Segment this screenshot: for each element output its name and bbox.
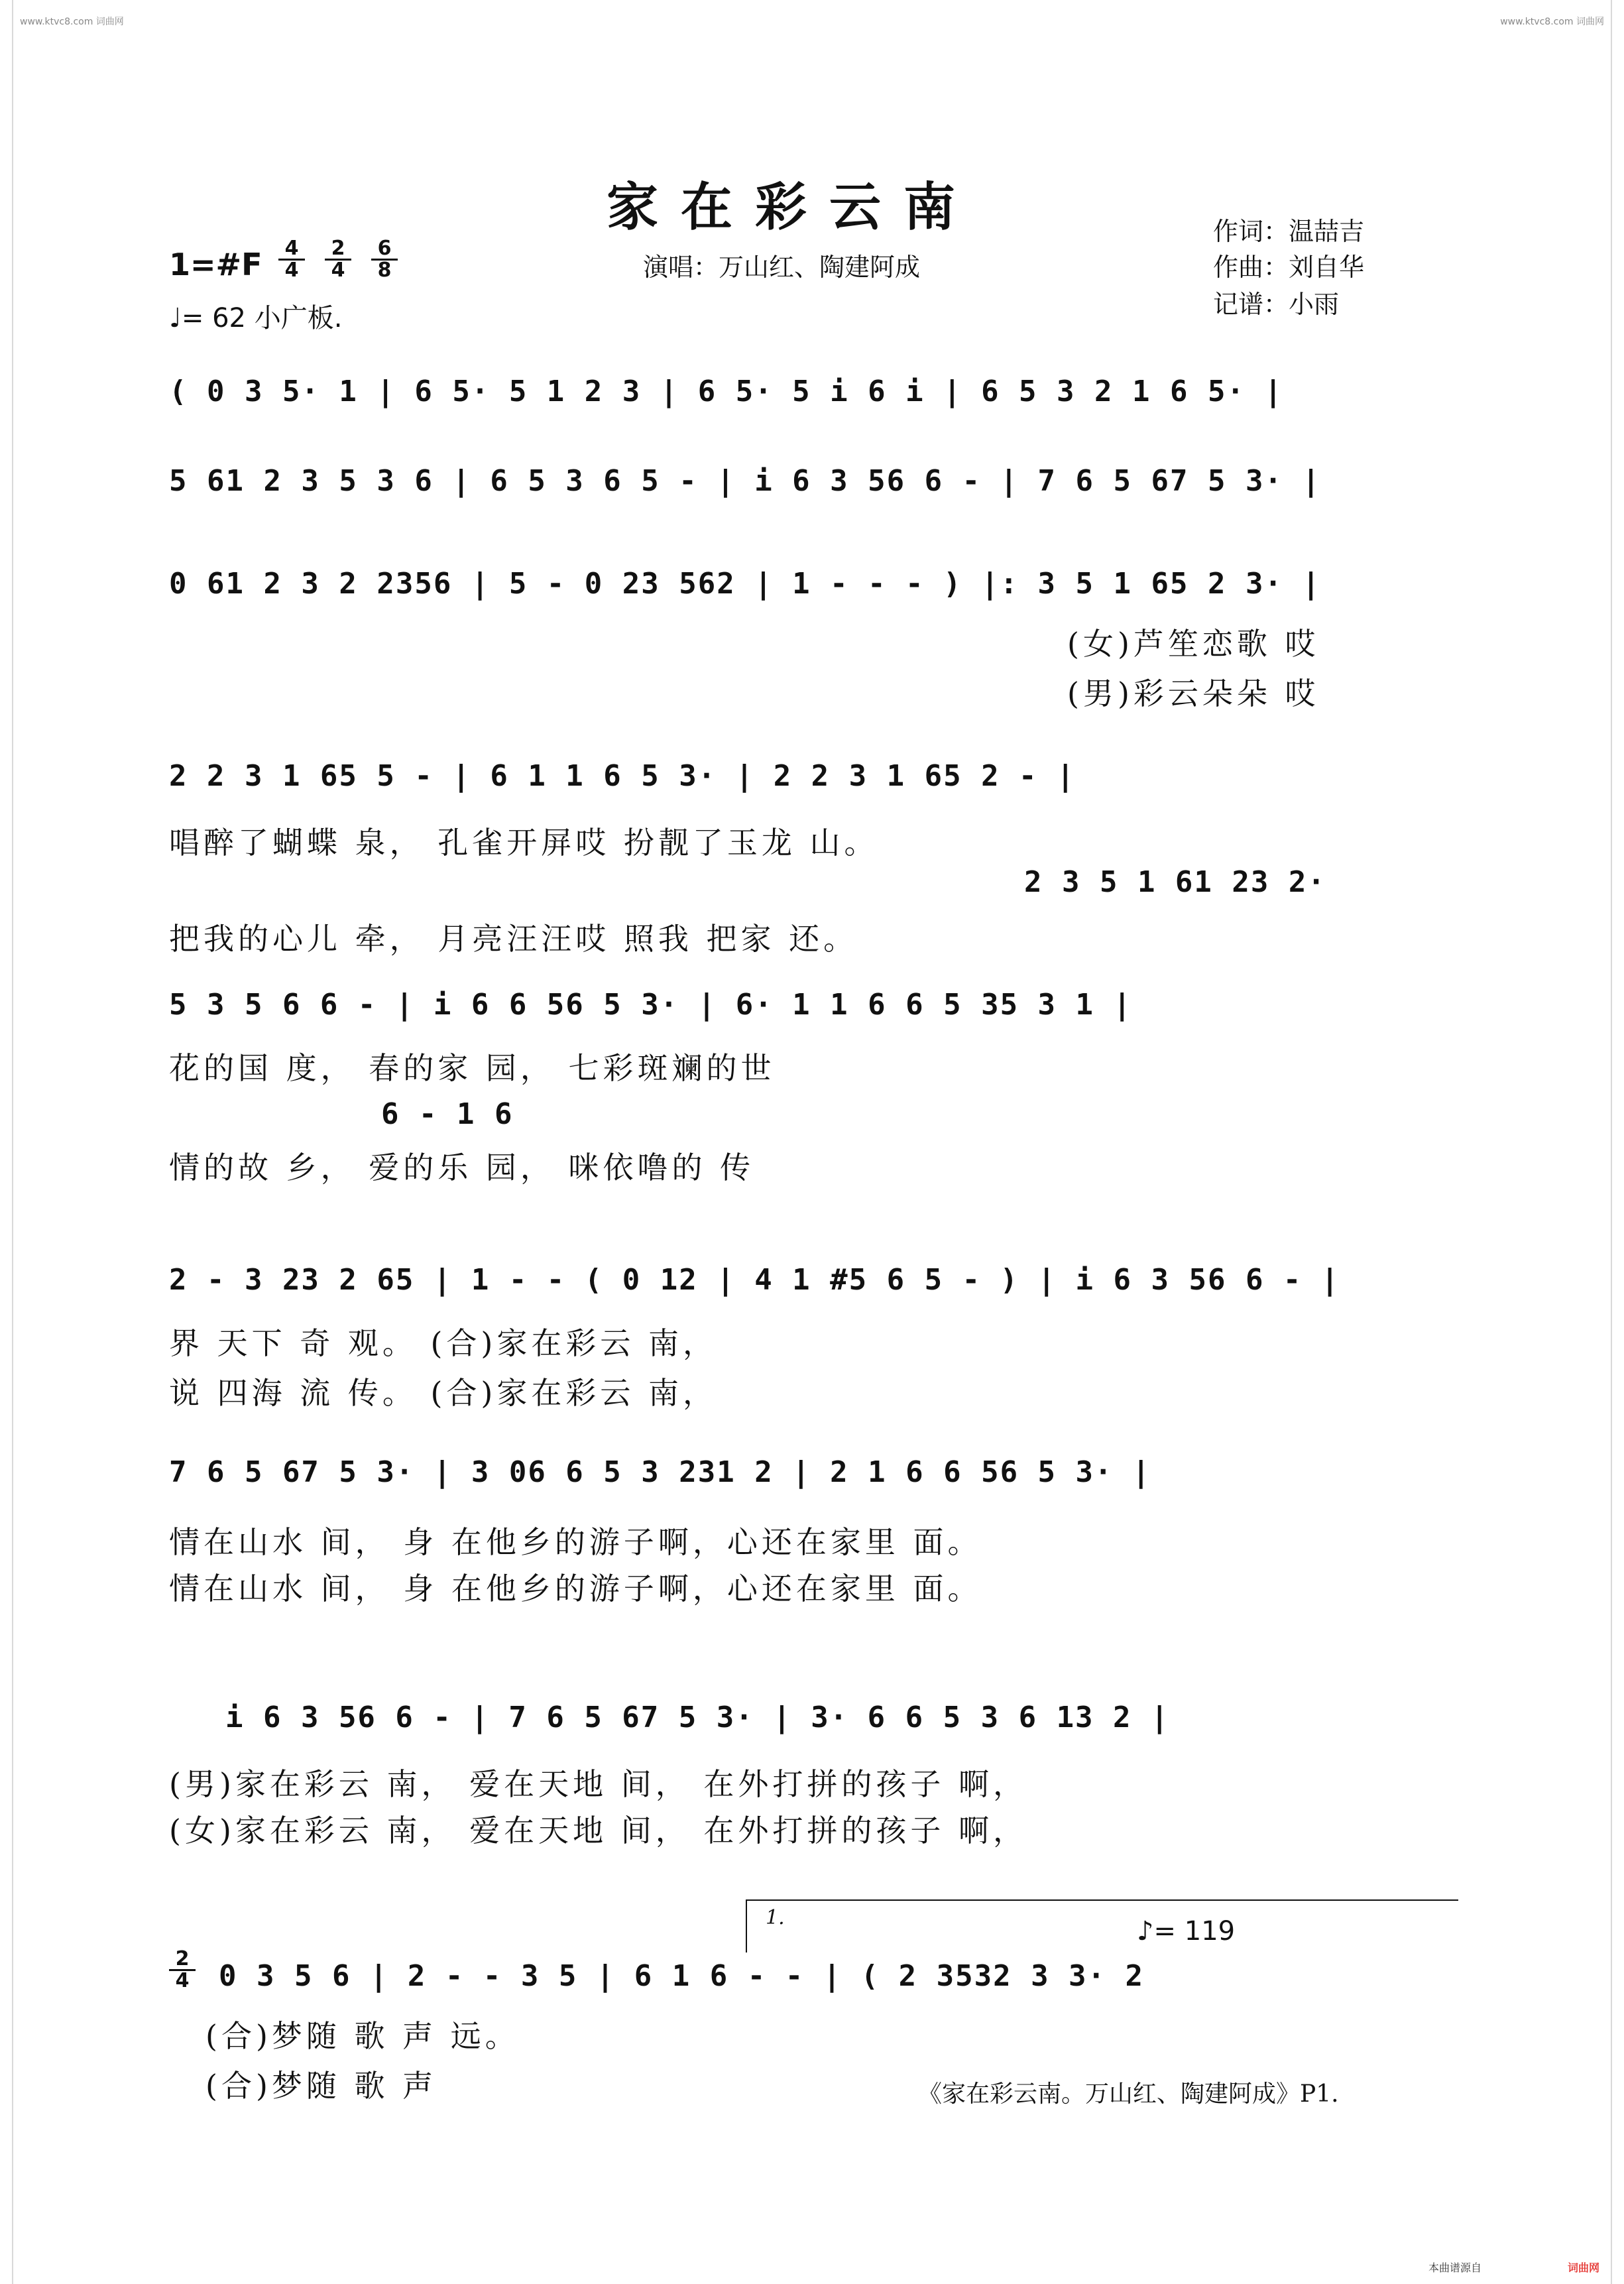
system-2-notes: 5 61 2 3 5 3 6 | 6 5 3 6 5 - | i 6 3 56 6 - | 7 6 5 67 5 3· | bbox=[169, 464, 1321, 498]
singers: 演唱：万山红、陶建阿成 bbox=[643, 253, 921, 282]
system-6-lyric-1: 界 天下 奇 观。 (合)家在彩云 南， bbox=[169, 1325, 718, 1361]
system-9-lyric-2: (合)梦随 歌 声 bbox=[205, 2068, 437, 2104]
source-badge: 本曲谱源自 bbox=[1428, 2261, 1482, 2274]
tempo-marking: ♩= 62 小广板. bbox=[169, 303, 343, 333]
system-9-lyric-1: (合)梦随 歌 声 远。 bbox=[205, 2018, 520, 2054]
system-8-notes: i 6 3 56 6 - | 7 6 5 67 5 3· | 3· 6 6 5 3 6 13 2 | bbox=[225, 1701, 1170, 1734]
system-4-alt-notes: 2 3 5 1 61 23 2· bbox=[1024, 865, 1326, 899]
composer: 作曲：刘自华 bbox=[1213, 253, 1365, 282]
volta-bracket bbox=[746, 1899, 1458, 1901]
system-5-notes: 5 3 5 6 6 - | i 6 6 56 5 3· | 6· 1 1 6 6 5 35 3 1 | bbox=[169, 988, 1133, 1022]
system-1-notes: ( 0 3 5· 1 | 6 5· 5 1 2 3 | 6 5· 5 i 6 i | 6 5 3 2 1 6 5· | bbox=[169, 375, 1283, 408]
system-3-lyric-2: (男)彩云朵朵 哎 bbox=[1067, 676, 1320, 711]
time-sig-2: 2 4 bbox=[325, 239, 351, 280]
tempo-change: ♪= 119 bbox=[1137, 1916, 1236, 1947]
system-7-lyric-1: 情在山水 间， 身 在他乡的游子啊，心还在家里 面。 bbox=[169, 1524, 982, 1560]
volta-bracket-left bbox=[746, 1899, 747, 1953]
system-7-notes: 7 6 5 67 5 3· | 3 06 6 5 3 231 2 | 2 1 6 6 56 5 3· | bbox=[169, 1455, 1151, 1489]
watermark-right: www.ktvc8.com 词曲网 bbox=[1500, 17, 1604, 27]
time-sig-2-4: 2 4 bbox=[169, 1949, 196, 1991]
system-5-lyric-1: 花的国 度， 春的家 园， 七彩斑斓的世 bbox=[169, 1050, 776, 1086]
system-4-lyric-2: 把我的心儿 牵， 月亮汪汪哎 照我 把家 还。 bbox=[169, 921, 858, 957]
lyricist: 作词：温喆吉 bbox=[1213, 217, 1365, 246]
system-3-notes: 0 61 2 3 2 2356 | 5 - 0 23 562 | 1 - - - ) |: 3 5 1 65 2 3· | bbox=[169, 567, 1321, 601]
system-7-lyric-2: 情在山水 间， 身 在他乡的游子啊，心还在家里 面。 bbox=[169, 1571, 982, 1606]
system-6-lyric-2: 说 四海 流 传。 (合)家在彩云 南， bbox=[169, 1375, 718, 1411]
system-3-lyric-1: (女)芦笙恋歌 哎 bbox=[1067, 626, 1320, 662]
watermark-left: www.ktvc8.com 词曲网 bbox=[20, 17, 124, 27]
volta-label: 1. bbox=[766, 1906, 785, 1929]
system-4-lyric-1: 唱醉了蝴蝶 泉， 孔雀开屏哎 扮靓了玉龙 山。 bbox=[169, 825, 879, 861]
key-signature: 1=#F bbox=[169, 247, 262, 282]
left-margin-line bbox=[12, 0, 13, 2284]
song-title: 家在彩云南 bbox=[607, 177, 978, 237]
time-sig-3: 6 8 bbox=[371, 239, 398, 280]
system-8-lyric-2: (女)家在彩云 南， 爱在天地 间， 在外打拼的孩子 啊， bbox=[169, 1813, 1028, 1848]
transcriber: 记谱：小雨 bbox=[1213, 290, 1340, 319]
site-badge: 词曲网 bbox=[1568, 2261, 1600, 2274]
system-6-notes: 2 - 3 23 2 65 | 1 - - ( 0 12 | 4 1 #5 6 5 - ) | i 6 3 56 6 - | bbox=[169, 1263, 1340, 1297]
system-8-lyric-1: (男)家在彩云 南， 爱在天地 间， 在外打拼的孩子 啊， bbox=[169, 1766, 1028, 1802]
system-4-notes: 2 2 3 1 65 5 - | 6 1 1 6 5 3· | 2 2 3 1 65 2 - | bbox=[169, 759, 1076, 793]
system-5-lyric-2: 情的故 乡， 爱的乐 园， 咪依噜的 传 bbox=[169, 1150, 755, 1185]
system-9-notes: 0 3 5 6 | 2 - - 3 5 | 6 1 6 - - | ( 2 3532 3 3· 2 bbox=[219, 1959, 1145, 1993]
page-caption: 《家在彩云南。万山红、陶建阿成》P1. bbox=[918, 2080, 1339, 2108]
system-5-alt-notes: 6 - 1 6 bbox=[381, 1097, 514, 1131]
right-margin-line bbox=[1611, 0, 1612, 2284]
time-sig-1: 4 4 bbox=[278, 239, 305, 280]
